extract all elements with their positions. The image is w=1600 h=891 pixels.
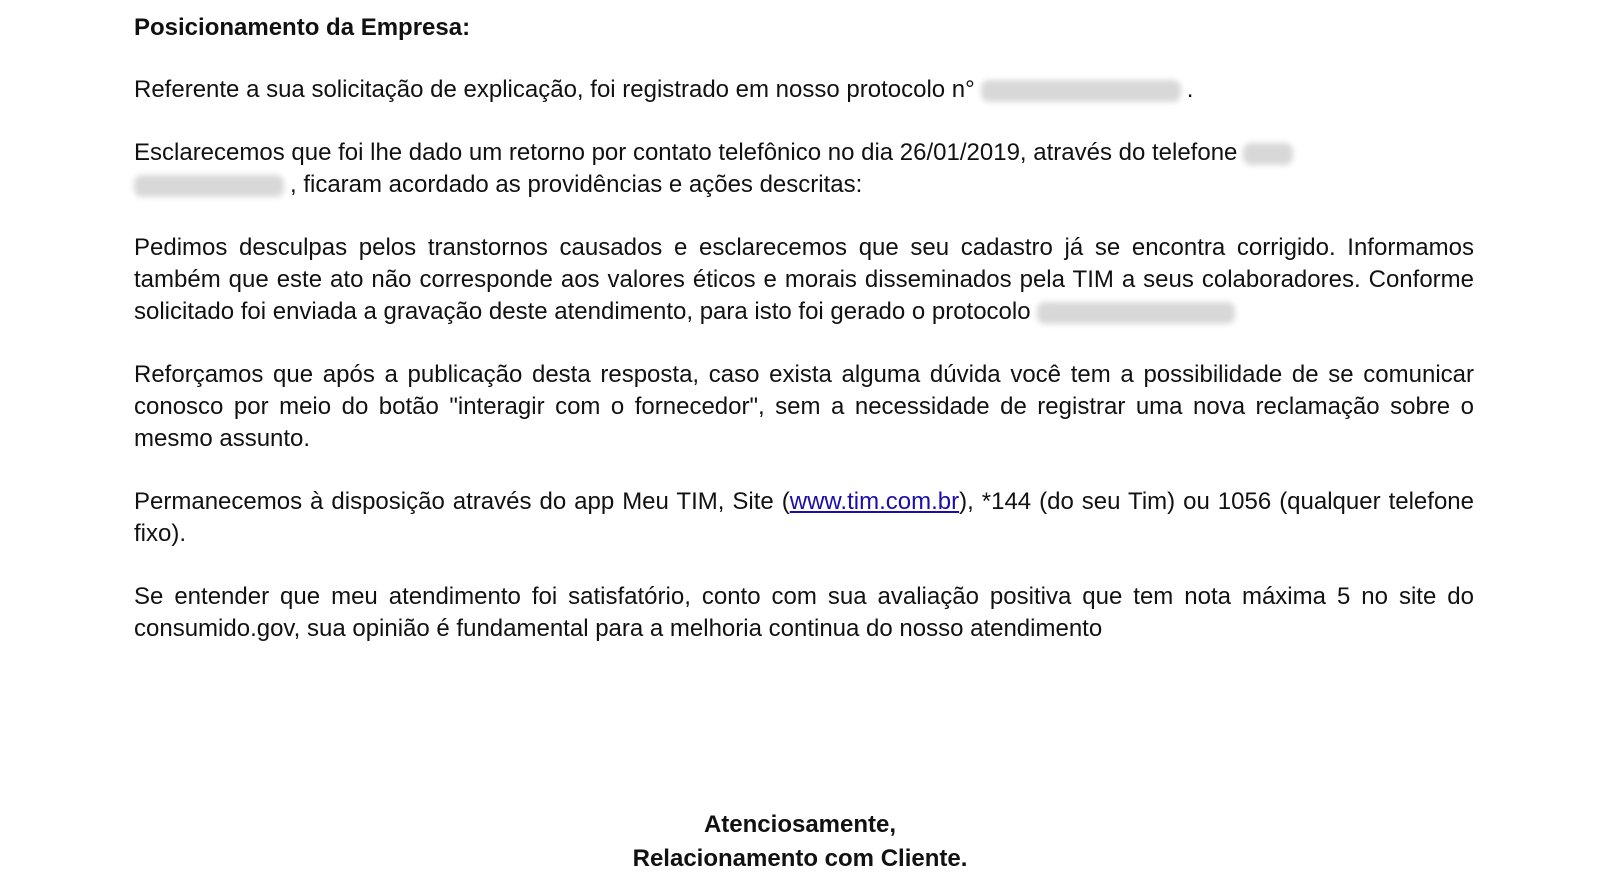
spacer (134, 550, 1474, 581)
redacted-phone-area-code (1243, 143, 1293, 165)
spacer (134, 46, 1474, 74)
paragraph-apology-text: Pedimos desculpas pelos transtornos causados e esclarecemos que seu cadastro já se encontra corrigido. Informamos também que este ato não corresponde aos valores éticos e morais disseminados pela TIM a seus colaboradores. Conforme solicitado foi enviada a gravação deste atendimento, para isto foi gerado o protocolo (134, 234, 1474, 325)
redacted-protocol-number (981, 80, 1181, 102)
paragraph-phone-contact (134, 137, 1474, 201)
paragraph-apology (134, 232, 1474, 328)
signoff-greeting: Atenciosamente, (703, 811, 897, 838)
paragraph-phone-end: , ficaram acordado as providências e ações descritas: (290, 171, 863, 198)
paragraph-contact-channels (134, 486, 1474, 550)
paragraph-phone-text: Esclarecemos que foi lhe dado um retorno por contato telefônico no dia 26/01/2019, através do telefone (134, 139, 1238, 166)
paragraph-contact-text: Permanecemos à disposição através do app Meu TIM, Site ( (134, 488, 790, 515)
tim-site-link[interactable]: www.tim.com.br (789, 488, 960, 515)
paragraph-protocol-text: Referente a sua solicitação de explicação, foi registrado em nosso protocolo n° (134, 76, 975, 103)
redacted-recording-protocol (1037, 302, 1235, 324)
paragraph-interact: Reforçamos que após a publicação desta resposta, caso exista alguma dúvida você tem a possibilidade de se comunicar conosco por meio do botão "interagir com o fornecedor", sem a necessidade de registrar uma nova reclamação sobre o mesmo assunto. (134, 361, 1474, 452)
spacer (134, 455, 1474, 486)
spacer (134, 201, 1474, 232)
paragraph-protocol (134, 74, 1474, 106)
document-body (134, 10, 1474, 645)
spacer (134, 106, 1474, 137)
redacted-phone-number (134, 175, 284, 197)
paragraph-evaluation: Se entender que meu atendimento foi satisfatório, conto com sua avaliação positiva que tem nota máxima 5 no site do consumido.gov, sua opinião é fundamental para a melhoria continua do nosso atendimento (134, 583, 1474, 642)
spacer (134, 328, 1474, 359)
signoff (0, 808, 1600, 876)
paragraph-contact-end: ), *144 (do seu Tim) ou 1056 (qualquer telefone fixo). (134, 488, 1474, 547)
signoff-department: Relacionamento com Cliente. (632, 845, 968, 872)
paragraph-protocol-end: . (1186, 76, 1194, 103)
document-title: Posicionamento da Empresa: (134, 14, 471, 41)
